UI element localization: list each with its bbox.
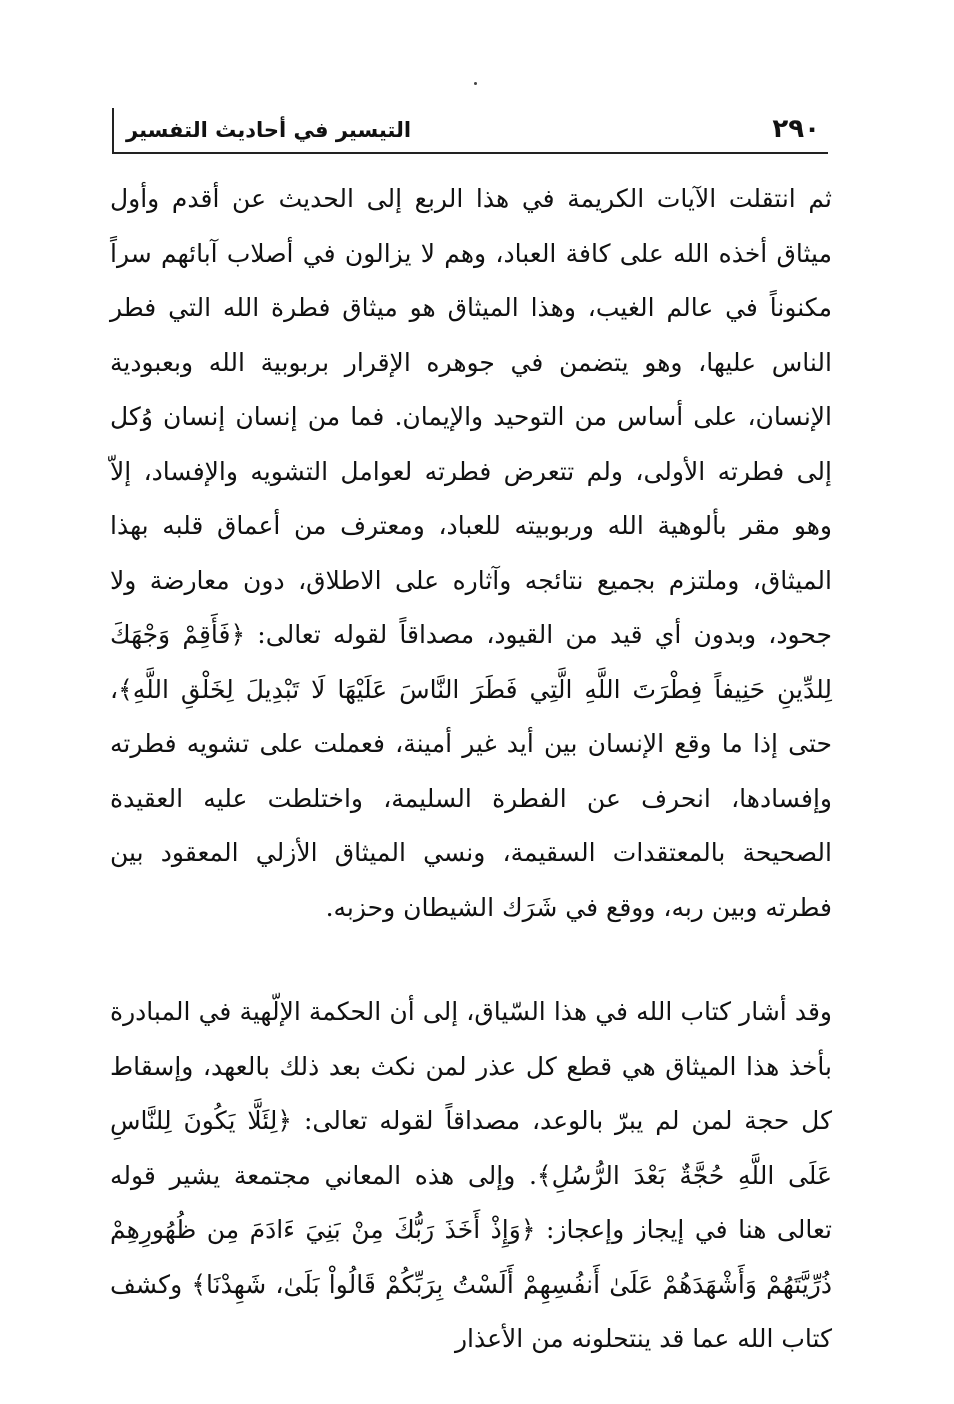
body-text (110, 172, 832, 1367)
running-head (112, 108, 828, 154)
paragraph-1: ثم انتقلت الآيات الكريمة في هذا الربع إلى الحديث عن أقدم وأول ميثاق أخذه الله على كافة العباد، وهم لا يزالون في أصلاب آبائهم سراً مكنوناً في عالم الغيب، وهذا الميثاق هو ميثاق فطرة الله التي فطر الناس عليها، وهو يتضمن في جوهره الإقرار بربوبية الله وبعبودية الإنسان، على أساس من التوحيد والإيمان. فما من إنسان إنسان وُكل إلى فطرته الأولى، ولم تتعرض فطرته لعوامل التشويه والإفساد، إلاّ وهو مقر بألوهية الله وربوبيته للعباد، ومعترف من أعماق قلبه بهذا الميثاق، وملتزم بجميع نتائجه وآثاره على الاطلاق، دون معارضة ولا جحود، وبدون أي قيد من القيود، مصداقاً لقوله تعالى: ﴿فَأَقِمْ وَجْهَكَ لِلدِّينِ حَنِيفاً فِطْرَتَ اللَّهِ الَّتِي فَطَرَ النَّاسَ عَلَيْهَا لَا تَبْدِيلَ لِخَلْقِ اللَّهِ﴾، حتى إذا ما وقع الإنسان بين أيد غير أمينة، فعملت على تشويه فطرته وإفسادها، انحرف عن الفطرة السليمة، واختلطت عليه العقيدة الصحيحة بالمعتقدات السقيمة، ونسي الميثاق الأزلي المعقود بين فطرته وبين ربه، ووقع في شَرَك الشيطان وحزبه. (110, 184, 832, 922)
paragraph-2: وقد أشار كتاب الله في هذا السّياق، إلى أن الحكمة الإلّهية في المبادرة بأخذ هذا الميثاق هي قطع كل عذر لمن نكث بعد ذلك بالعهد، وإسقاط كل حجة لمن لم يبرّ بالوعد، مصداقاً لقوله تعالى: ﴿لِئَلَّا يَكُونَ لِلنَّاسِ عَلَى اللَّهِ حُجَّةٌ بَعْدَ الرُّسُلِ﴾. وإلى هذه المعاني مجتمعة يشير قوله تعالى هنا في إيجاز وإعجاز: ﴿وَإِذْ أَخَذَ رَبُّكَ مِنْ بَنِيَ ءَادَمَ مِن ظُهُورِهِمْ ذُرِّيَّتَهُمْ وَأَشْهَدَهُمْ عَلَىٰ أَنفُسِهِمْ أَلَسْتُ بِرَبِّكُمْ قَالُواْ بَلَىٰ، شَهِدْنَا﴾ وكشف كتاب الله عما قد ينتحلونه من الأعذار (110, 997, 832, 1353)
print-speck (474, 82, 477, 85)
header-vertical-rule (112, 108, 114, 154)
book-title: التيسير في أحاديث التفسير (126, 118, 412, 142)
header-rule (112, 152, 828, 154)
page-number: ٢٩٠ (772, 114, 820, 144)
